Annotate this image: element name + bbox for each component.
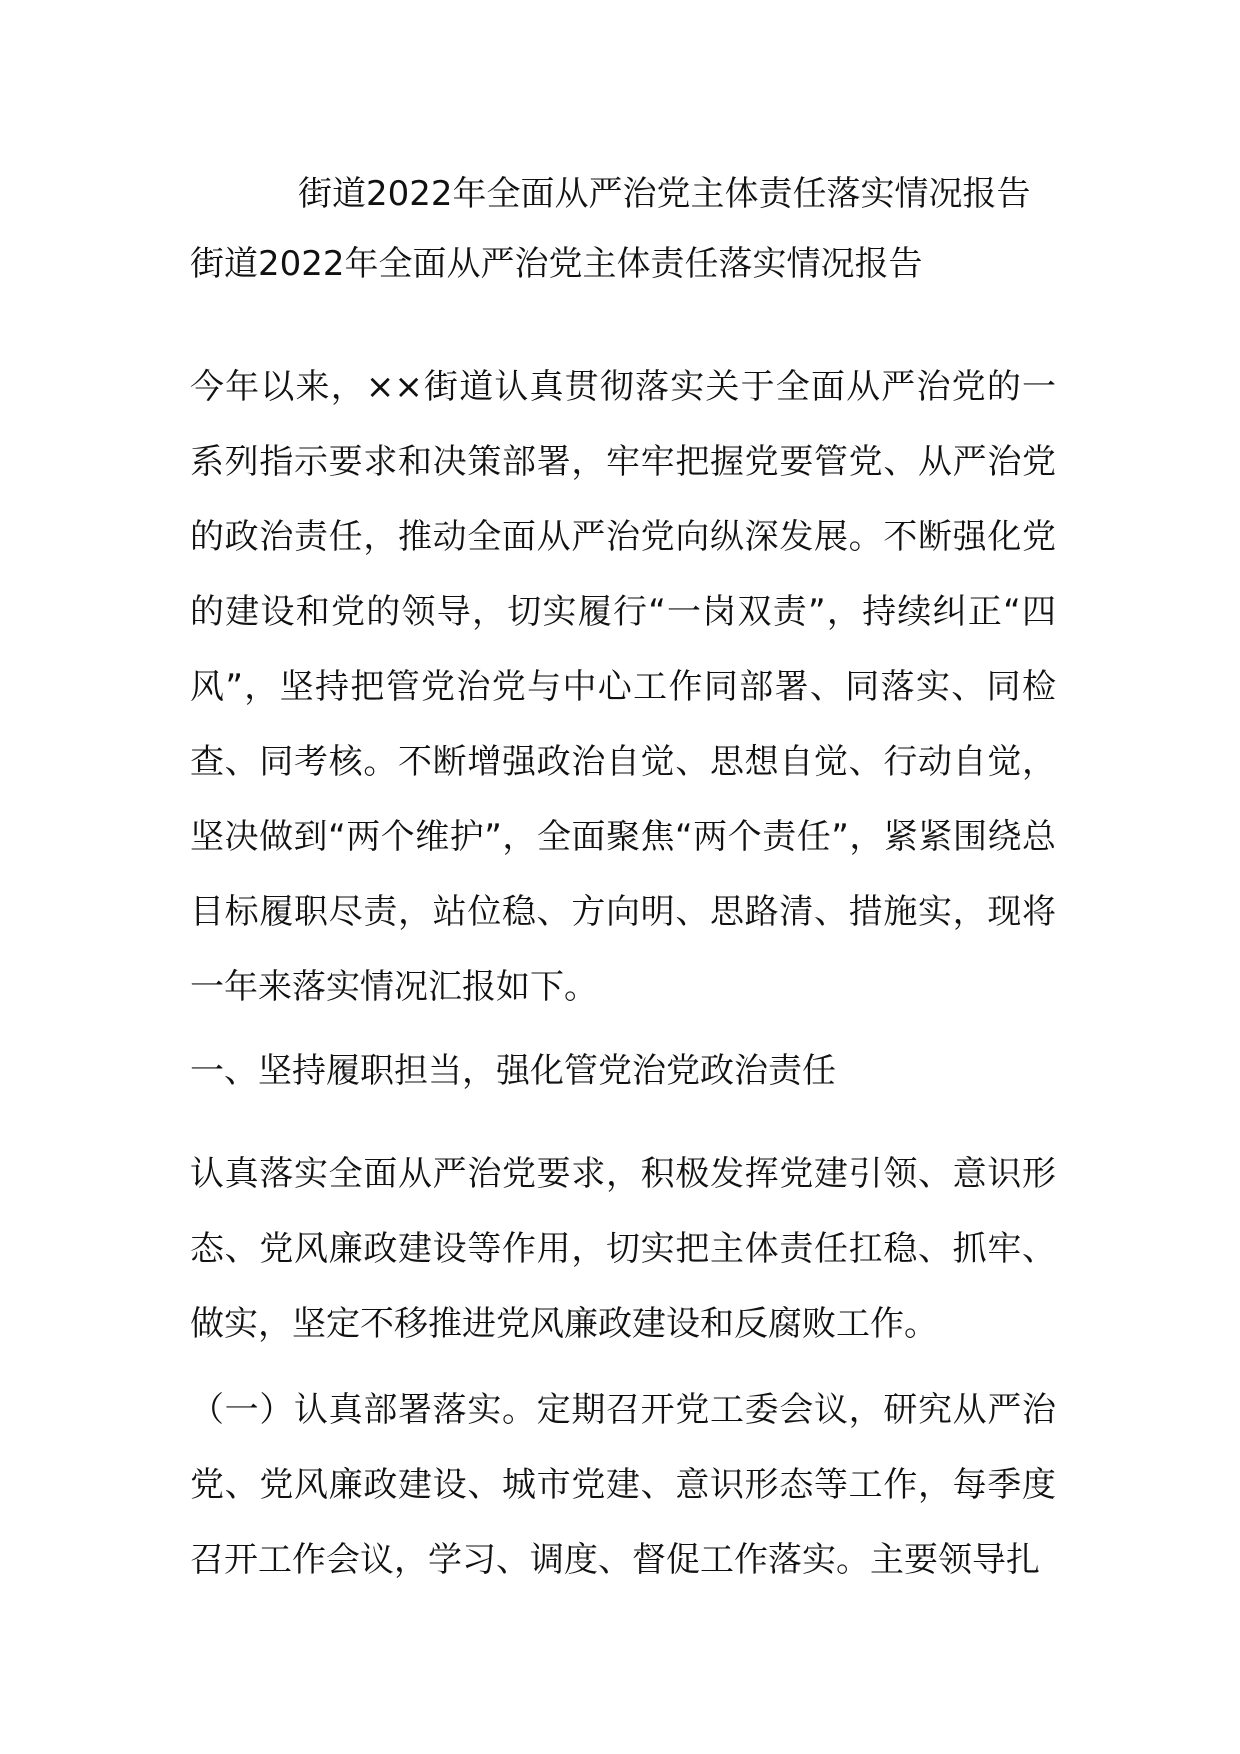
section-heading-1: 一、坚持履职担当，强化管党治党政治责任 bbox=[190, 1051, 836, 1091]
document-title: 街道2022年全面从严治党主体责任落实情况报告 bbox=[298, 174, 1031, 214]
document-subtitle: 街道2022年全面从严治党主体责任落实情况报告 bbox=[190, 244, 923, 284]
paragraph-section-1: 认真落实全面从严治党要求，积极发挥党建引领、意识形态、党风廉政建设等作用，切实把主体责任扛稳、抓牢、做实，坚定不移推进党风廉政建设和反腐败工作。 bbox=[190, 1154, 1056, 1344]
paragraph-intro: 今年以来，××街道认真贯彻落实关于全面从严治党的一系列指示要求和决策部署，牢牢把握党要管党、从严治党的政治责任，推动全面从严治党向纵深发展。不断强化党的建设和党的领导，切实履行“一岗双责”，持续纠正“四风”，坚持把管党治党与中心工作同部署、同落实、同检查、同考核。不断增强政治自觉、思想自觉、行动自觉，坚决做到“两个维护”，全面聚焦“两个责任”，紧紧围绕总目标履职尽责，站位稳、方向明、思路清、措施实，现将一年来落实情况汇报如下。 bbox=[190, 367, 1056, 1007]
paragraph-subsection-1: （一）认真部署落实。定期召开党工委会议，研究从严治党、党风廉政建设、城市党建、意识形态等工作，每季度召开工作会议，学习、调度、督促工作落实。主要领导扎 bbox=[190, 1390, 1056, 1580]
